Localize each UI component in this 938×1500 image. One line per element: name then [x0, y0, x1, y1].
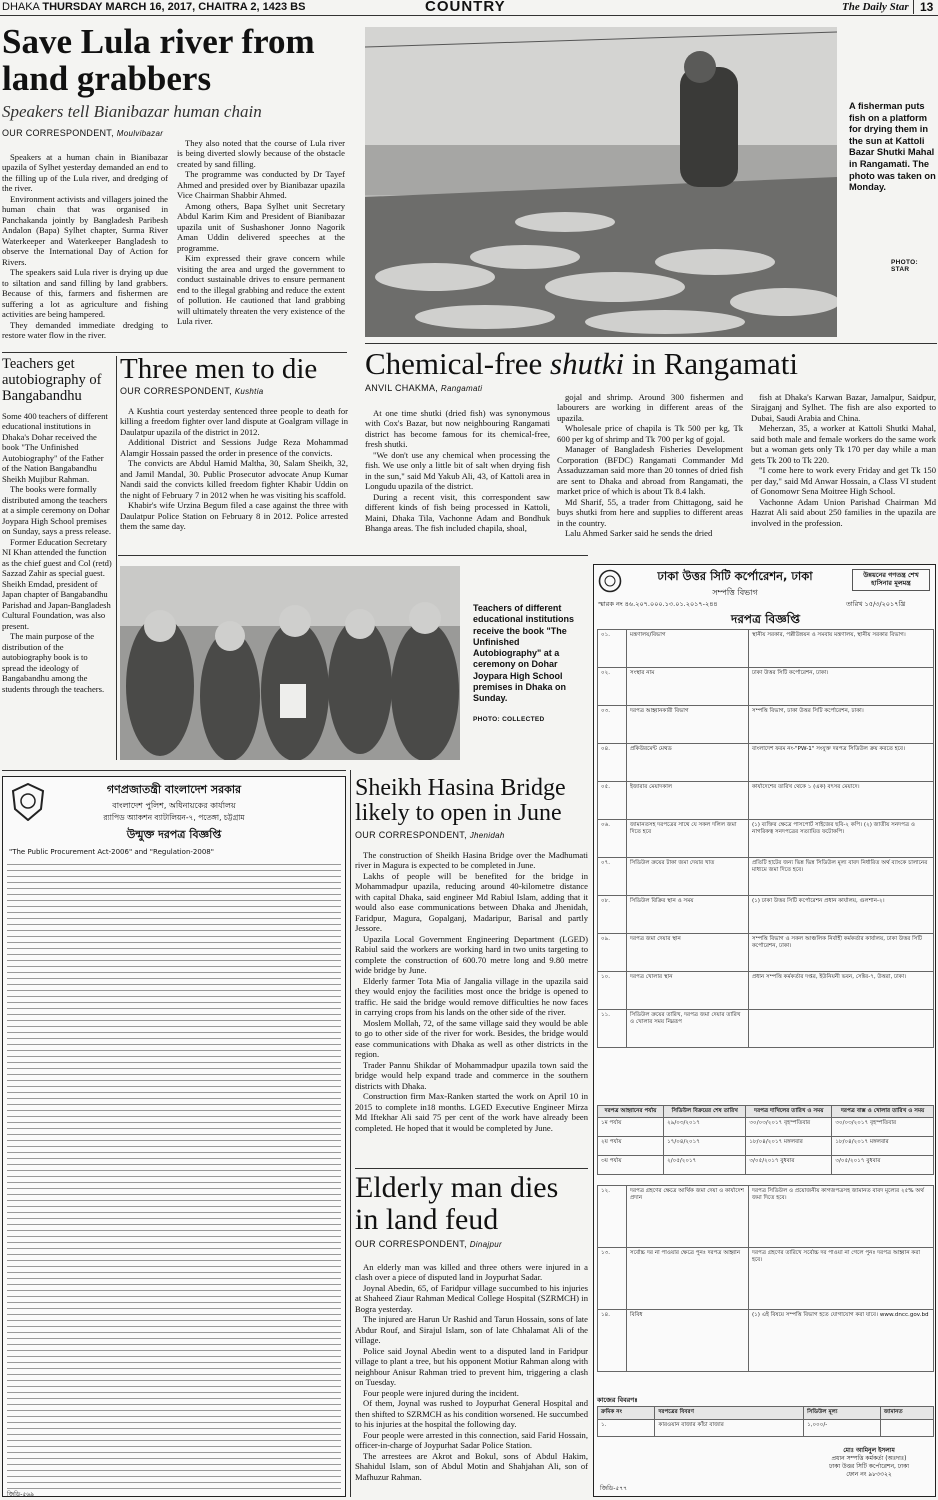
tender-row-number: ১২.: [598, 1186, 627, 1248]
lula-subhead: Speakers tell Bianibazar human chain: [2, 101, 262, 121]
dncc-tender-table-2: [597, 1185, 934, 1372]
shutki-byline: ANVIL CHAKMA, Rangamati: [365, 382, 483, 393]
schedule-row: [598, 1137, 934, 1156]
tender-row-number: ০৮.: [598, 896, 627, 934]
work-cell: কারওয়ান বাজার কাঁচা বাজার: [655, 1419, 804, 1436]
tender-row-label: সর্বোচ্চ দর না পাওয়ার ক্ষেত্রে পুনঃ দরপত্র আহ্বান: [627, 1248, 749, 1310]
tender-row: [598, 820, 934, 858]
tender-row-number: ১১.: [598, 1010, 627, 1048]
tender-row: [598, 706, 934, 744]
tender-row-label: সিডিউল ক্রয়ের তারিখ, দরপত্র জমা দেয়ার তারিখ ও খোলার সময় নিম্নরূপ: [627, 1010, 749, 1048]
police-emblem-icon: [11, 783, 45, 821]
masthead: [0, 0, 938, 16]
lula-byline: OUR CORRESPONDENT, Moulvibazar: [2, 127, 164, 138]
tender-row: [598, 1248, 934, 1310]
rab-tender-table: [3, 859, 345, 1489]
schedule-cell: ১৮/০৪/২০১৭ মঙ্গলবার: [746, 1137, 832, 1156]
tender-row-label: দরপত্র খোলার স্থান: [627, 972, 749, 1010]
tender-row-label: বিবিধ: [627, 1310, 749, 1372]
tender-row-value: (১) ঢাকা উত্তর সিটি কর্পোরেশন প্রধান কার্যালয়, গুলশান-২।: [749, 896, 934, 934]
lula-column-2: They also noted that the course of Lula river is being diverted slowly because of the obstacle created by sand filling. The programme was conducted by Dr Tayef Ahmed and presided over by Bianibazar upazila Vice Chairman Shabbir Ahmed. Among others, Bapa Sylhet unit Secretary Abdul Karim Kim and President of Bianibazar upazila unit of Sushashoner Jonno Nagorik Aman Uddin delivered speeches at the programme. Kim expressed their grave concern while visiting the area and urged the government to conduct sustainable drives to ensure permanent end to the illegal grabbing and reduce the extent of pollution. He cautioned that land grabbing will ultimately threaten the very existence of the Lula river.: [177, 138, 345, 327]
dncc-memo-number: স্মারক নং ৪৬.২০৭.০০০.১৩.০১.২০১৭-২৪৪: [598, 600, 718, 608]
tender-row-number: ০৬.: [598, 820, 627, 858]
dncc-signature-block: [804, 1447, 934, 1479]
tender-row: [598, 896, 934, 934]
lula-headline: Save Lula river from land grabbers: [2, 22, 315, 98]
teachers-photo-credit: PHOTO: COLLECTED: [473, 716, 545, 723]
dncc-emblem-icon: [598, 569, 622, 593]
photo-illustration: [120, 566, 460, 760]
work-cell: ১,০০০/-: [804, 1419, 881, 1436]
tender-row-number: ০২.: [598, 668, 627, 706]
work-header: দরপত্রের বিবরণ: [655, 1407, 804, 1420]
tender-row-value: (১) এই বিষয়ে সম্পত্তি বিভাগ হতে যোগাযোগ করা যাবে। www.dncc.gov.bd: [749, 1310, 934, 1372]
work-header: সিডিউল মূল্য: [804, 1407, 881, 1420]
three-men-body: A Kushtia court yesterday sentenced three people to death for killing a freedom fighter over land dispute at Goalgram village in Daulatpur upazila of the district in 2012. Additional District and Sessions Judge Reza Mohammad Alamgir Hossain passed the order in presence of the convicts. The convicts are Abdul Hamid Maltha, 30, Salam Sheikh, 32, and Jamil Mandal, 30. Public Prosecutor advocate Anup Kumar Nandi said the convicts killed freedom fighter Khabir Uddin on the night of February 7 in 2012 when he was visiting his scaffold. Khabir's wife Urzina Begum filed a case against the three with Daulatpur Police Station on February 8 in 2012. Police arrested them the same day.: [120, 406, 348, 532]
tender-row-label: জামানতসহ দরপত্রের সাথে যে সকল দলিল জমা দিতে হবে: [627, 820, 749, 858]
three-men-byline: OUR CORRESPONDENT, Kushtia: [120, 386, 264, 397]
dncc-signatory-org: ঢাকা উত্তর সিটি কর্পোরেশন, ঢাকা: [829, 1463, 909, 1471]
fisherman-drying-fish-photo: [365, 27, 837, 337]
teachers-headline: Teachers get autobiography of Bangabandhu: [2, 356, 102, 405]
bridge-story: [355, 776, 588, 840]
schedule-header: দরপত্র দাখিলের তারিখ ও সময়: [746, 1106, 832, 1118]
shutki-column-1: At one time shutki (dried fish) was synonymous with Cox's Bazar, but now neighbouring Rangamati district has become famous for its chemical-free, fresh shutki. "We don't use any chemical when processing the fish. We use only a little bit of salt when drying fish in the sun," said Md Yakub Ali, 43, of Kattoli area in Longudu upazila of the district. During a recent visit, this correspondent saw different kinds of fish being processed in Kattoli, Maini, Dhaka Tila, Vachonne Adam and Bondhuk Bhanga areas. The fish included chapila, shoal,: [365, 408, 550, 534]
dncc-schedule-table: [597, 1105, 934, 1175]
schedule-cell: ১৭/০৪/২০১৭: [664, 1137, 746, 1156]
teachers-ceremony-photo: [120, 566, 460, 760]
tender-row: [598, 858, 934, 896]
tender-row: [598, 1310, 934, 1372]
schedule-cell: ২৯/০৩/২০১৭: [664, 1118, 746, 1137]
bridge-body: The construction of Sheikh Hasina Bridge over the Madhumati river in Magura is expected to be completed in June. Lakhs of people will be benefited for the bridge in Mohammadpur upazila, reducing around 40-kilometre distance with capital Dhaka, said engineer Md Rabiul Islam, adding that it would also ease communications between Dhaka and Jhenidah, Faridpur, Magura, Gopalganj, Madaripur, Barisal and partly Jessore. Upazila Local Government Engineering Department (LGED) Rabiul said the workers are working hard in two units targeting to complete the construction of 600.70 metre long and 9.80 metre wide bridge by June. Elderly farmer Tota Mia of Jangalia village in the upazila said they would enjoy the facilities most once the bridge is opened to traffic. He said the bridge would remove difficulties he now faces in carrying crops from his lands on the other side of the river. Moslem Mollah, 72, of the same village said they would be able to go to other side of the river for work. Besides, the bridge would ease communications with Dhaka as well as other districts in the region. Trader Pannu Shikdar of Mohammadpur upazila town said the bridge would help expand trade and commerce in the southern districts with Dhaka. Construction firm Max-Ranken started the work on April 10 in 2015 to complete in18 months. LGED Executive Engineer Mirza Md Iftekhar Ali said 75 per cent of the work have already been completed. He hoped that it would be completed by June.: [355, 850, 588, 1133]
tender-row-label: সিডিউল ক্রয়ের টাকা জমা দেয়ার খাত: [627, 858, 749, 896]
tender-row-label: দরপত্র আহ্বানকারী বিভাগ: [627, 706, 749, 744]
bridge-headline: Sheikh Hasina Bridge likely to open in June: [355, 775, 566, 827]
dncc-tender-id: জিডি-৫৭৭: [600, 1485, 628, 1492]
tender-row-value: কার্যাদেশের তারিখ থেকে ১ (এক) বৎসর মেয়াদে।: [749, 782, 934, 820]
tender-row: [598, 668, 934, 706]
rab-tender-notice: [2, 776, 346, 1497]
dncc-work-details: [597, 1395, 934, 1437]
schedule-row: [598, 1118, 934, 1137]
shutki-photo-caption: A fisherman puts fish on a platform for drying them in the sun at Kattoli Bazar Shutki Mahal in Rangamati. The photo was taken on Monday.: [849, 101, 936, 193]
three-men-headline: Three men to die: [120, 353, 318, 385]
work-header: জামানত: [880, 1407, 933, 1420]
schedule-cell: ৩০/০৩/২০১৭ বৃহস্পতিবার: [746, 1118, 832, 1137]
schedule-cell: ৩/০৫/২০১৭ বুধবার: [746, 1156, 832, 1175]
dncc-work-title: কাজের বিবরণঃ: [597, 1396, 638, 1404]
tender-row: [598, 782, 934, 820]
dncc-tender-notice: [593, 564, 936, 1497]
tender-row-value: দরপত্র গ্রহণের তারিখে সর্বোচ্চ দর পাওয়া না গেলে পুনঃ দরপত্র আহ্বান করা হবে।: [749, 1248, 934, 1310]
schedule-cell: ১ম পর্যায়: [598, 1118, 664, 1137]
work-header: ক্রমিক নং: [598, 1407, 655, 1420]
tender-form-line: [7, 1483, 341, 1489]
newspaper-logo: The Daily Star: [842, 1, 909, 13]
schedule-cell: ২/০৫/২০১৭: [664, 1156, 746, 1175]
shutki-story: [365, 348, 937, 393]
elderly-story: [355, 1172, 588, 1249]
tender-row-value: বাংলাদেশ ফরম নং-"PW-1" সংযুক্ত দরপত্র সিডিউল ক্রয় করতে হবে।: [749, 744, 934, 782]
tender-row-value: ঢাকা উত্তর সিটি কর্পোরেশন, ঢাকা।: [749, 668, 934, 706]
elderly-body: An elderly man was killed and three others were injured in a clash over a piece of disputed land in Joypurhat Sadar. Joynal Abedin, 65, of Faridpur village succumbed to his injuries at Shaheed Ziaur Rahman Medical College Hospital (SZRMCH) in Bogra yesterday. The injured are Harun Ur Rashid and Tarun Hossain, sons of late Abdur Rouf, and Sirajul Islam, son of late Chhalamat Ali of the village. Police said Joynal Abedin went to a disputed land in Faridpur village to plant a tree, but his opponent Motiur Rahman along with neighbour Anisur Rahman tried to prevent him, triggering a clash on Tuesday. Four people were injured during the incident. Of them, Joynal was rushed to Joypurhat General Hospital and then shifted to SZRMCH as his condition worsened. He succumbed to his injuries at the hospital the following day. Four people were arrested in this connection, said Farid Hossain, officer-in-charge of Joypurhat Sadar Police Station. The arrestees are Akrot and Bokul, sons of Abdul Hakim, Shahidul Islam, son of Abdul Motin and Shahjahan Ali, son of Mafhuzur Rahman.: [355, 1262, 588, 1482]
schedule-row: [598, 1156, 934, 1175]
dncc-tender-title: ঢাকা উত্তর সিটি কর্পোরেশন, ঢাকা: [657, 569, 813, 583]
page-number: 13: [913, 0, 933, 14]
tender-row-number: ০৫.: [598, 782, 627, 820]
lula-story: [2, 24, 347, 138]
teachers-story: [2, 356, 112, 405]
teachers-photo-caption: Teachers of different educational institutions receive the book "The Unfinished Autobiography" at a ceremony on Dohar Joypara High School premises in Dhaka on Sunday.: [473, 603, 575, 703]
shutki-photo-credit: PHOTO: STAR: [891, 259, 918, 273]
dncc-work-table: [597, 1406, 934, 1437]
dncc-signatory-phone: ফোন নং ৯৮৩৩২২: [846, 1471, 892, 1479]
schedule-cell: ৩য় পর্যায়: [598, 1156, 664, 1175]
tender-row-label: সংস্থার নাম: [627, 668, 749, 706]
tender-row-value: প্রধান সম্পত্তি কর্মকর্তার দপ্তর, ইউনিয়নী ভবন, সেক্টর-৭, উত্তরা, ঢাকা।: [749, 972, 934, 1010]
dncc-tender-table: [597, 629, 934, 1048]
tender-row-label: সিডিউল বিক্রির স্থান ও সময়: [627, 896, 749, 934]
tender-row-number: ০৯.: [598, 934, 627, 972]
tender-row-label: মন্ত্রণালয়/বিভাগ: [627, 630, 749, 668]
dncc-signatory-role: প্রধান সম্পত্তি কর্মকর্তা (অঃদাঃ): [831, 1455, 907, 1463]
tender-row-number: ০৪.: [598, 744, 627, 782]
elderly-byline: OUR CORRESPONDENT, Dinajpur: [355, 1239, 502, 1249]
tender-row-value: দরপত্র সিডিউল ও প্রয়োজনীয় কাগজপত্রসহ জামানত বাবদ মূল্যের ২৫% অর্থ জমা দিতে হবে।: [749, 1186, 934, 1248]
teachers-body: Some 400 teachers of different educational institutions in Dhaka's Dohar received the book "The Unfinished Autobiography" of the Father of the Nation Bangabandhu Sheikh Mujibur Rahman. The books were formally distributed among the teachers at a simple ceremony on Dohar Joypara High School premises on Sunday, says a press release. Former Education Secretary NI Khan attended the function as the chief guest and Col (retd) Sazzad Zahir as special guest. Sheikh Emdad, president of Japan chapter of Bangabandhu Parishad and Japan-Bangladesh Cultural Foundation, was also present. The main purpose of the distribution of the autobiography book is to spread the ideology of Bangabandhu among the students through the teachers.: [2, 411, 112, 694]
tender-row-value: সম্পত্তি বিভাগ ও সকল আঞ্চলিক নির্বাহী কর্মকর্তার কার্যালয়, ঢাকা উত্তর সিটি কর্পোরেশন, ঢাকা।: [749, 934, 934, 972]
bridge-byline: OUR CORRESPONDENT, Jhenidah: [355, 830, 505, 841]
tender-row-number: ১৪.: [598, 1310, 627, 1372]
schedule-cell: ২য় পর্যায়: [598, 1137, 664, 1156]
rab-tender-title: গণপ্রজাতন্ত্রী বাংলাদেশ সরকার: [106, 783, 242, 796]
tender-row-label: দরপত্র জমা দেয়ার স্থান: [627, 934, 749, 972]
schedule-header: দরপত্র আহ্বানের পর্যায়: [598, 1106, 664, 1118]
tender-row: [598, 630, 934, 668]
rab-tender-id: জিডি-৫৬৯: [7, 1491, 35, 1498]
tender-row-value: প্রতিটি হাটের জন্য ভিন্ন ভিন্ন সিডিউল মূল্য বাবদ নির্ধারিত অর্থ ব্যাংকে চালানের মাধ্যমে জমা দিতে হবে।: [749, 858, 934, 896]
shutki-column-3: fish at Dhaka's Karwan Bazar, Jamalpur, Saidpur, Sirajganj and Sylhet. The fish are also exported to Dubai, Saudi Arabia and China. Meherzan, 35, a worker at Kattoli Shutki Mahal, said both male and female workers do the same work but a woman gets only Tk 170 per day while a man gets Tk 200 to Tk 220. "I come here to work every Friday and get Tk 150 per day," said Md Anwar Hossain, a Class VI student of Gonomowr Sena Moitree High School. Vachonne Adam Union Parishad Chairman Md Hazrat Ali said about 250 families in the upazila are involved in the profession.: [751, 392, 936, 528]
section-name: COUNTRY: [425, 0, 506, 15]
rab-tender-heading: উন্মুক্ত দরপত্র বিজ্ঞপ্তি: [126, 828, 222, 841]
dncc-slogan-badge: উন্নয়নের গণতন্ত্র শেখ হাসিনার মূলমন্ত্র: [852, 569, 930, 591]
tender-row-value: সম্পত্তি বিভাগ, ঢাকা উত্তর সিটি কর্পোরেশন, ঢাকা।: [749, 706, 934, 744]
dncc-tender-heading: দরপত্র বিজ্ঞপ্তি: [731, 612, 800, 626]
photo-illustration: [365, 27, 837, 337]
schedule-header: সিডিউল বিক্রয়ের শেষ তারিখ: [664, 1106, 746, 1118]
schedule-header: দরপত্র বাক্স ও খোলার তারিখ ও সময়: [832, 1106, 934, 1118]
dncc-memo-date: তারিখ ১৫/৩/২০১৭খ্রি: [846, 600, 906, 608]
schedule-cell: ১৮/০৪/২০১৭ মঙ্গলবার: [832, 1137, 934, 1156]
tender-row-label: ইজারার মেয়াদকাল: [627, 782, 749, 820]
tender-row: [598, 972, 934, 1010]
schedule-cell: ৩/০৫/২০১৭ বুধবার: [832, 1156, 934, 1175]
edition-date: DHAKA THURSDAY MARCH 16, 2017, CHAITRA 2, 1423 BS: [2, 1, 306, 13]
work-cell: [880, 1419, 933, 1436]
tender-row-value: (১) ব্যক্তির ক্ষেত্রে পাসপোর্ট সাইজের ছবি-২ কপি। (২) জাতীয় সনদপত্র ও নাগরিকত্ব সনদপত্রের সত্যায়িত ফটোকপি।: [749, 820, 934, 858]
tender-row-number: ০৩.: [598, 706, 627, 744]
shutki-headline: Chemical-free shutki in Rangamati: [365, 346, 798, 381]
tender-row-number: ০৭.: [598, 858, 627, 896]
dncc-signatory: মোঃ আমিনুল ইসলাম: [843, 1447, 895, 1454]
schedule-cell: ৩০/০৩/২০১৭ বৃহস্পতিবার: [832, 1118, 934, 1137]
tender-row: [598, 934, 934, 972]
tender-row-number: ০১.: [598, 630, 627, 668]
tender-row-value: স্থানীয় সরকার, পল্লীউন্নয়ন ও সমবায় মন্ত্রণালয়, স্থানীয় সরকার বিভাগ।: [749, 630, 934, 668]
work-cell: ১.: [598, 1419, 655, 1436]
tender-row-number: ১০.: [598, 972, 627, 1010]
lula-column-1: Speakers at a human chain in Bianibazar upazila of Sylhet yesterday demanded an end to the filling up of the Lula river, and dredging of the river. Environment activists and villagers joined the human chain that was organised in Panchakanda jointly by Bangladesh Paribesh Andalon (Bapa) Sylhet chapter, Surma River Waterkeeper and Waterkeeper Bangladesh to observe the International Day of Action for Rivers. The speakers said Lula river is drying up due to siltation and sand filling by land grabbers. Because of this, farmers and fishermen are suffering a lot as agriculture and fishing activities are being hampered. They demanded immediate dredging to restore water flow in the river.: [2, 152, 168, 341]
tender-row-label: প্রকিউরমেন্ট মেথড: [627, 744, 749, 782]
shutki-column-2: gojal and shrimp. Around 300 fishermen and labourers are working in different areas of the upazila. Wholesale price of chapila is Tk 500 per kg, Tk 600 per kg of shrimp and Tk 700 per kg of gojal. Manager of Bangladesh Fisheries Development Corporation (BFDC) Rangamati Commander Md Assaduzzaman said more than 20 tonnes of dried fish are sent to Dhaka and abroad from Rangamati, the market price of which is about Tk 8.4 lakh. Md Sharif, 55, a trader from Chittagong, said he buys shutki from here and supplies to different areas in the country. Lalu Ahmed Sarker said he sends the dried: [557, 392, 743, 539]
rab-tender-line2: বাংলাদেশ পুলিশ, অধিনায়কের কার্যালয়: [112, 801, 236, 810]
dncc-tender-subtitle: সম্পত্তি বিভাগ: [712, 588, 758, 597]
three-men-story: [120, 354, 348, 396]
rab-tender-intro: "The Public Procurement Act-2006" and "Regulation-2008": [9, 848, 214, 856]
tender-row-value: [749, 1010, 934, 1048]
tender-row: [598, 1186, 934, 1248]
elderly-headline: Elderly man dies in land feud: [355, 1171, 559, 1236]
tender-row-number: ১৩.: [598, 1248, 627, 1310]
tender-row: [598, 744, 934, 782]
rab-tender-line3: র‌্যাপিড অ্যাকশন ব্যাটালিয়ন-৭, পতেঙ্গা, চট্টগ্রাম: [103, 813, 245, 822]
tender-row: [598, 1010, 934, 1048]
tender-row-label: দরপত্র গ্রহণের ক্ষেত্রে আর্থিক জমা দেয়া ও কার্যাদেশ প্রদান: [627, 1186, 749, 1248]
